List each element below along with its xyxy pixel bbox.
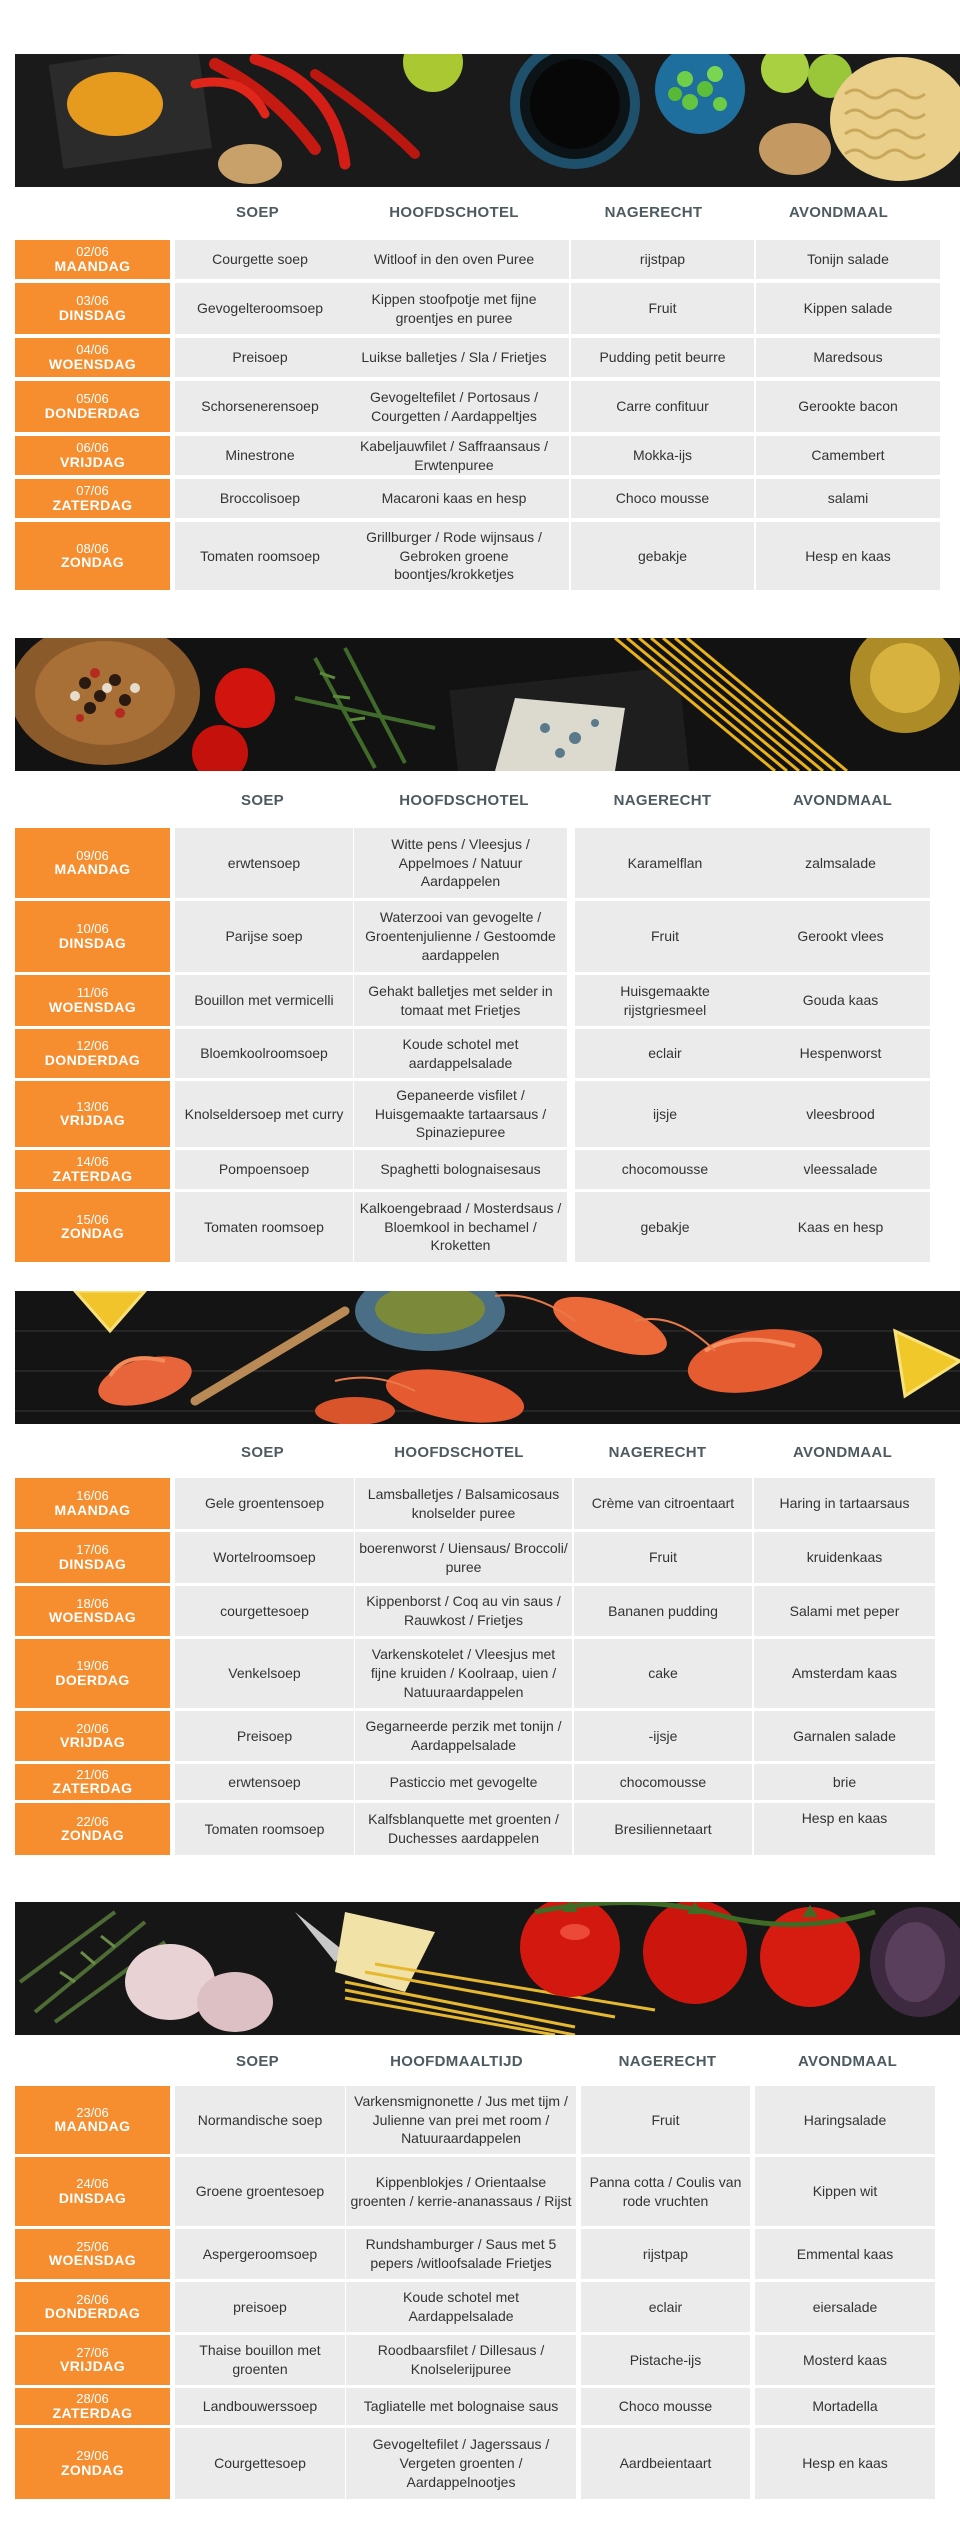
main-cell: Varkensmignonette / Jus met tijm / Julienne van prei met room / Natuuraardappelen <box>346 2086 576 2154</box>
dessert-cell: ijsje <box>575 1081 755 1147</box>
day-name: DINSDAG <box>58 1555 127 1572</box>
soup-cell: Courgette soep <box>175 240 345 279</box>
dessert-cell: gebakje <box>571 522 754 590</box>
day-cell <box>15 240 170 279</box>
day-cell <box>15 1803 170 1855</box>
dinner-cell: Kippen wit <box>755 2157 935 2226</box>
menu-row <box>15 1081 940 1147</box>
main-cell: Kabeljauwfilet / Saffraansaus / Erwtenpuree <box>339 436 569 475</box>
day-cell <box>15 283 170 334</box>
soup-cell: Thaise bouillon met groenten <box>175 2335 345 2385</box>
soup-cell: Parijse soep <box>175 901 353 972</box>
dinner-cell: zalmsalade <box>751 828 930 898</box>
banner-shrimp <box>15 1291 960 1424</box>
dinner-cell: Garnalen salade <box>754 1711 935 1761</box>
header-dinner: AVONDMAAL <box>792 792 893 809</box>
dessert-cell: Carre confituur <box>571 381 754 432</box>
date: 29/06 <box>76 2448 109 2464</box>
day-name: ZONDAG <box>60 2461 125 2478</box>
soup-cell: Preisoep <box>175 338 345 377</box>
header-main: HOOFDSCHOTEL <box>399 792 529 809</box>
main-cell: Macaroni kaas en hesp <box>339 479 569 518</box>
menu-row <box>15 1711 940 1761</box>
header-dinner: AVONDMAAL <box>788 204 889 221</box>
menu-row <box>15 2335 940 2385</box>
header-main: HOOFDSCHOTEL <box>394 1444 524 1461</box>
soup-cell: Broccolisoep <box>175 479 345 518</box>
date: 18/06 <box>76 1595 109 1611</box>
dessert-cell: gebakje <box>575 1192 755 1262</box>
dinner-cell: Mortadella <box>755 2388 935 2425</box>
main-cell: Koude schotel met aardappelsalade <box>354 1029 567 1078</box>
dessert-cell: Fruit <box>571 283 754 334</box>
dinner-cell: Kaas en hesp <box>751 1192 930 1262</box>
header-dinner: AVONDMAAL <box>792 1444 893 1461</box>
dessert-cell: Choco mousse <box>581 2388 750 2425</box>
dessert-cell: -ijsje <box>574 1711 752 1761</box>
menu-row <box>15 522 940 590</box>
soup-cell: Tomaten roomsoep <box>175 522 345 590</box>
header-dessert: NAGERECHT <box>608 1444 707 1461</box>
main-cell: Kalkoengebraad / Mosterdsaus / Bloemkool in bechamel / Kroketten <box>354 1192 567 1262</box>
dinner-cell: vleesbrood <box>751 1081 930 1147</box>
day-cell <box>15 381 170 432</box>
main-cell: Tagliatelle met bolognaise saus <box>346 2388 576 2425</box>
day-cell <box>15 2229 170 2279</box>
day-name: MAANDAG <box>54 2118 131 2135</box>
day-cell <box>15 975 170 1026</box>
menu-row <box>15 436 940 475</box>
menu-row <box>15 2086 940 2154</box>
main-cell: Koude schotel met Aardappelsalade <box>346 2282 576 2332</box>
day-name: WOENSDAG <box>48 355 137 372</box>
date: 25/06 <box>76 2238 109 2254</box>
date: 15/06 <box>76 1211 109 1227</box>
dinner-cell: Mosterd kaas <box>755 2335 935 2385</box>
header-soup: SOEP <box>236 204 279 221</box>
dinner-cell: Camembert <box>756 436 940 475</box>
day-name: ZONDAG <box>60 554 125 571</box>
main-cell: Rundshamburger / Saus met 5 pepers /witloofsalade Frietjes <box>346 2229 576 2279</box>
soup-cell: Landbouwerssoep <box>175 2388 345 2425</box>
day-cell <box>15 1711 170 1761</box>
header-soup: SOEP <box>241 1444 284 1461</box>
menu-row <box>15 1150 940 1189</box>
day-cell <box>15 522 170 590</box>
dessert-cell: Aardbeientaart <box>581 2428 750 2499</box>
header-dessert: NAGERECHT <box>604 204 703 221</box>
day-cell <box>15 1029 170 1078</box>
menu-row <box>15 1029 940 1078</box>
dessert-cell: eclair <box>581 2282 750 2332</box>
date: 22/06 <box>76 1813 109 1829</box>
day-name: ZONDAG <box>60 1827 125 1844</box>
main-cell: Gevogeltefilet / Portosaus / Courgetten / Aardappeltjes <box>339 381 569 432</box>
dinner-cell: eiersalade <box>755 2282 935 2332</box>
date: 24/06 <box>76 2176 109 2192</box>
header-main: HOOFDSCHOTEL <box>389 204 519 221</box>
dessert-cell: Huisgemaakte rijstgriesmeel <box>575 975 755 1026</box>
main-cell: Roodbaarsfilet / Dillesaus / Knolselerijpuree <box>346 2335 576 2385</box>
banner-spices <box>15 54 960 187</box>
day-cell <box>15 1081 170 1147</box>
dinner-cell: Gouda kaas <box>751 975 930 1026</box>
dessert-cell: Mokka-ijs <box>571 436 754 475</box>
day-cell <box>15 1532 170 1583</box>
dinner-cell: vleessalade <box>751 1150 930 1189</box>
dinner-cell: Hesp en kaas <box>754 1803 935 1855</box>
soup-cell: Pompoensoep <box>175 1150 353 1189</box>
date: 10/06 <box>76 921 109 937</box>
date: 27/06 <box>76 2344 109 2360</box>
dessert-cell: Bresiliennetaart <box>574 1803 752 1855</box>
dessert-cell: Pistache-ijs <box>581 2335 750 2385</box>
date: 03/06 <box>76 293 109 309</box>
day-name: DONDERDAG <box>44 2305 141 2322</box>
dessert-cell: Fruit <box>575 901 755 972</box>
main-cell: Spaghetti bolognaisesaus <box>354 1150 567 1189</box>
date: 05/06 <box>76 391 109 407</box>
day-name: DINSDAG <box>58 934 127 951</box>
menu-row <box>15 1764 940 1800</box>
day-name: DINSDAG <box>58 306 127 323</box>
day-name: DONDERDAG <box>44 404 141 421</box>
menu-row <box>15 479 940 518</box>
menu-row <box>15 1478 940 1529</box>
header-soup: SOEP <box>236 2053 279 2070</box>
main-cell: Kalfsblanquette met groenten / Duchesses aardappelen <box>355 1803 572 1855</box>
soup-cell: Knolseldersoep met curry <box>175 1081 353 1147</box>
dinner-cell: Emmental kaas <box>755 2229 935 2279</box>
menu-row <box>15 338 940 377</box>
dinner-cell: Salami met peper <box>754 1586 935 1636</box>
banner-peppercorns-cheese <box>15 638 960 771</box>
day-cell <box>15 2335 170 2385</box>
soup-cell: Normandische soep <box>175 2086 345 2154</box>
soup-cell: preisoep <box>175 2282 345 2332</box>
main-cell: Waterzooi van gevogelte / Groentenjulienne / Gestoomde aardappelen <box>354 901 567 972</box>
menu-row <box>15 240 940 279</box>
main-cell: Gevogeltefilet / Jagerssaus / Vergeten groenten / Aardappelnootjes <box>346 2428 576 2499</box>
dinner-cell: Gerookte bacon <box>756 381 940 432</box>
day-cell <box>15 436 170 475</box>
main-cell: Luikse balletjes / Sla / Frietjes <box>339 338 569 377</box>
main-cell: Kippenborst / Coq au vin saus / Rauwkost / Frietjes <box>355 1586 572 1636</box>
day-name: VRIJDAG <box>59 453 126 470</box>
dessert-cell: Choco mousse <box>571 479 754 518</box>
day-cell <box>15 1478 170 1529</box>
day-cell <box>15 338 170 377</box>
dessert-cell: chocomousse <box>574 1764 752 1800</box>
soup-cell: Gevogelteroomsoep <box>175 283 345 334</box>
dinner-cell: Amsterdam kaas <box>754 1639 935 1708</box>
soup-cell: Wortelroomsoep <box>175 1532 354 1583</box>
date: 04/06 <box>76 342 109 358</box>
soup-cell: Bloemkoolroomsoep <box>175 1029 353 1078</box>
day-cell <box>15 1192 170 1262</box>
dessert-cell: Karamelflan <box>575 828 755 898</box>
main-cell: boerenworst / Uiensaus/ Broccoli/ puree <box>355 1532 572 1583</box>
day-name: WOENSDAG <box>48 998 137 1015</box>
day-cell <box>15 828 170 898</box>
main-cell: Witte pens / Vleesjus / Appelmoes / Natuur Aardappelen <box>354 828 567 898</box>
soup-cell: courgettesoep <box>175 1586 354 1636</box>
header-soup: SOEP <box>241 792 284 809</box>
dinner-cell: Gerookt vlees <box>751 901 930 972</box>
dessert-cell: Bananen pudding <box>574 1586 752 1636</box>
day-cell <box>15 2086 170 2154</box>
dessert-cell: rijstpap <box>571 240 754 279</box>
day-name: ZATERDAG <box>52 1167 133 1184</box>
date: 11/06 <box>76 985 109 1001</box>
soup-cell: Aspergeroomsoep <box>175 2229 345 2279</box>
soup-cell: erwtensoep <box>175 1764 354 1800</box>
dinner-cell: brie <box>754 1764 935 1800</box>
soup-cell: erwtensoep <box>175 828 353 898</box>
soup-cell: Courgettesoep <box>175 2428 345 2499</box>
menu-row <box>15 2157 940 2226</box>
menu-row <box>15 1532 940 1583</box>
day-name: WOENSDAG <box>48 2252 137 2269</box>
day-cell <box>15 1150 170 1189</box>
main-cell: Gehakt balletjes met selder in tomaat met Frietjes <box>354 975 567 1026</box>
day-name: ZATERDAG <box>52 496 133 513</box>
day-name: WOENSDAG <box>48 1609 137 1626</box>
soup-cell: Tomaten roomsoep <box>175 1803 354 1855</box>
day-name: VRIJDAG <box>59 2358 126 2375</box>
dinner-cell: Hesp en kaas <box>755 2428 935 2499</box>
day-cell <box>15 479 170 518</box>
menu-row <box>15 1192 940 1262</box>
main-cell: Witloof in den oven Puree <box>339 240 569 279</box>
day-name: MAANDAG <box>54 257 131 274</box>
date: 07/06 <box>76 483 109 499</box>
day-cell <box>15 2388 170 2425</box>
dessert-cell: Fruit <box>581 2086 750 2154</box>
day-cell <box>15 1639 170 1708</box>
dinner-cell: Kippen salade <box>756 283 940 334</box>
main-cell: Gegarneerde perzik met tonijn / Aardappelsalade <box>355 1711 572 1761</box>
date: 12/06 <box>76 1038 109 1054</box>
menu-row <box>15 1639 940 1708</box>
date: 13/06 <box>76 1098 109 1114</box>
date: 08/06 <box>76 540 109 556</box>
date: 14/06 <box>76 1154 109 1170</box>
menu-row <box>15 1586 940 1636</box>
soup-cell: Tomaten roomsoep <box>175 1192 353 1262</box>
dessert-cell: Crème van citroentaart <box>574 1478 752 1529</box>
day-cell <box>15 2428 170 2499</box>
date: 28/06 <box>76 2391 109 2407</box>
dinner-cell: Hespenworst <box>751 1029 930 1078</box>
soup-cell: Groene groentesoep <box>175 2157 345 2226</box>
day-name: ZATERDAG <box>52 1780 133 1797</box>
dinner-cell: Hesp en kaas <box>756 522 940 590</box>
main-cell: Lamsballetjes / Balsamicosaus knolselder puree <box>355 1478 572 1529</box>
dessert-cell: chocomousse <box>575 1150 755 1189</box>
date: 21/06 <box>76 1766 109 1782</box>
dinner-cell: kruidenkaas <box>754 1532 935 1583</box>
soup-cell: Schorsenerensoep <box>175 381 345 432</box>
dessert-cell: eclair <box>575 1029 755 1078</box>
date: 26/06 <box>76 2291 109 2307</box>
dessert-cell: Pudding petit beurre <box>571 338 754 377</box>
menu-row <box>15 2388 940 2425</box>
day-cell <box>15 2157 170 2226</box>
main-cell: Kippen stoofpotje met fijne groentjes en puree <box>339 283 569 334</box>
soup-cell: Venkelsoep <box>175 1639 354 1708</box>
day-name: VRIJDAG <box>59 1734 126 1751</box>
day-cell <box>15 1586 170 1636</box>
header-dessert: NAGERECHT <box>613 792 712 809</box>
dinner-cell: salami <box>756 479 940 518</box>
main-cell: Gepaneerde visfilet / Huisgemaakte tartaarsaus / Spinaziepuree <box>354 1081 567 1147</box>
dinner-cell: Tonijn salade <box>756 240 940 279</box>
day-name: ZONDAG <box>60 1225 125 1242</box>
day-name: VRIJDAG <box>59 1112 126 1129</box>
header-dessert: NAGERECHT <box>618 2053 717 2070</box>
dinner-cell: Haringsalade <box>755 2086 935 2154</box>
date: 06/06 <box>76 440 109 456</box>
menu-row <box>15 2282 940 2332</box>
day-name: DINSDAG <box>58 2189 127 2206</box>
dessert-cell: Panna cotta / Coulis van rode vruchten <box>581 2157 750 2226</box>
day-name: DOERDAG <box>55 1671 130 1688</box>
menu-row <box>15 283 940 334</box>
day-cell <box>15 901 170 972</box>
date: 09/06 <box>76 847 109 863</box>
date: 16/06 <box>76 1488 109 1504</box>
date: 20/06 <box>76 1720 109 1736</box>
dessert-cell: Fruit <box>574 1532 752 1583</box>
menu-row <box>15 1803 940 1855</box>
dinner-cell: Maredsous <box>756 338 940 377</box>
main-cell: Grillburger / Rode wijnsaus / Gebroken groene boontjes/krokketjes <box>339 522 569 590</box>
day-name: DONDERDAG <box>44 1051 141 1068</box>
header-dinner: AVONDMAAL <box>797 2053 898 2070</box>
menu-row <box>15 2229 940 2279</box>
date: 23/06 <box>76 2104 109 2120</box>
day-name: MAANDAG <box>54 1501 131 1518</box>
menu-row <box>15 2428 940 2499</box>
main-cell: Kippenblokjes / Orientaalse groenten / kerrie-ananassaus / Rijst <box>346 2157 576 2226</box>
date: 19/06 <box>76 1658 109 1674</box>
day-cell <box>15 1764 170 1800</box>
menu-row <box>15 975 940 1026</box>
main-cell: Varkenskotelet / Vleesjus met fijne kruiden / Koolraap, uien / Natuuraardappelen <box>355 1639 572 1708</box>
banner-tomatoes-pasta <box>15 1902 960 2035</box>
main-cell: Pasticcio met gevogelte <box>355 1764 572 1800</box>
day-cell <box>15 2282 170 2332</box>
dessert-cell: rijstpap <box>581 2229 750 2279</box>
day-name: MAANDAG <box>54 861 131 878</box>
day-name: ZATERDAG <box>52 2404 133 2421</box>
header-main: HOOFDMAALTIJD <box>390 2053 523 2070</box>
menu-row <box>15 901 940 972</box>
soup-cell: Gele groentensoep <box>175 1478 354 1529</box>
dinner-cell: Haring in tartaarsaus <box>754 1478 935 1529</box>
soup-cell: Preisoep <box>175 1711 354 1761</box>
menu-row <box>15 828 940 898</box>
date: 17/06 <box>76 1542 109 1558</box>
soup-cell: Minestrone <box>175 436 345 475</box>
date: 02/06 <box>76 244 109 260</box>
soup-cell: Bouillon met vermicelli <box>175 975 353 1026</box>
dessert-cell: cake <box>574 1639 752 1708</box>
menu-row <box>15 381 940 432</box>
